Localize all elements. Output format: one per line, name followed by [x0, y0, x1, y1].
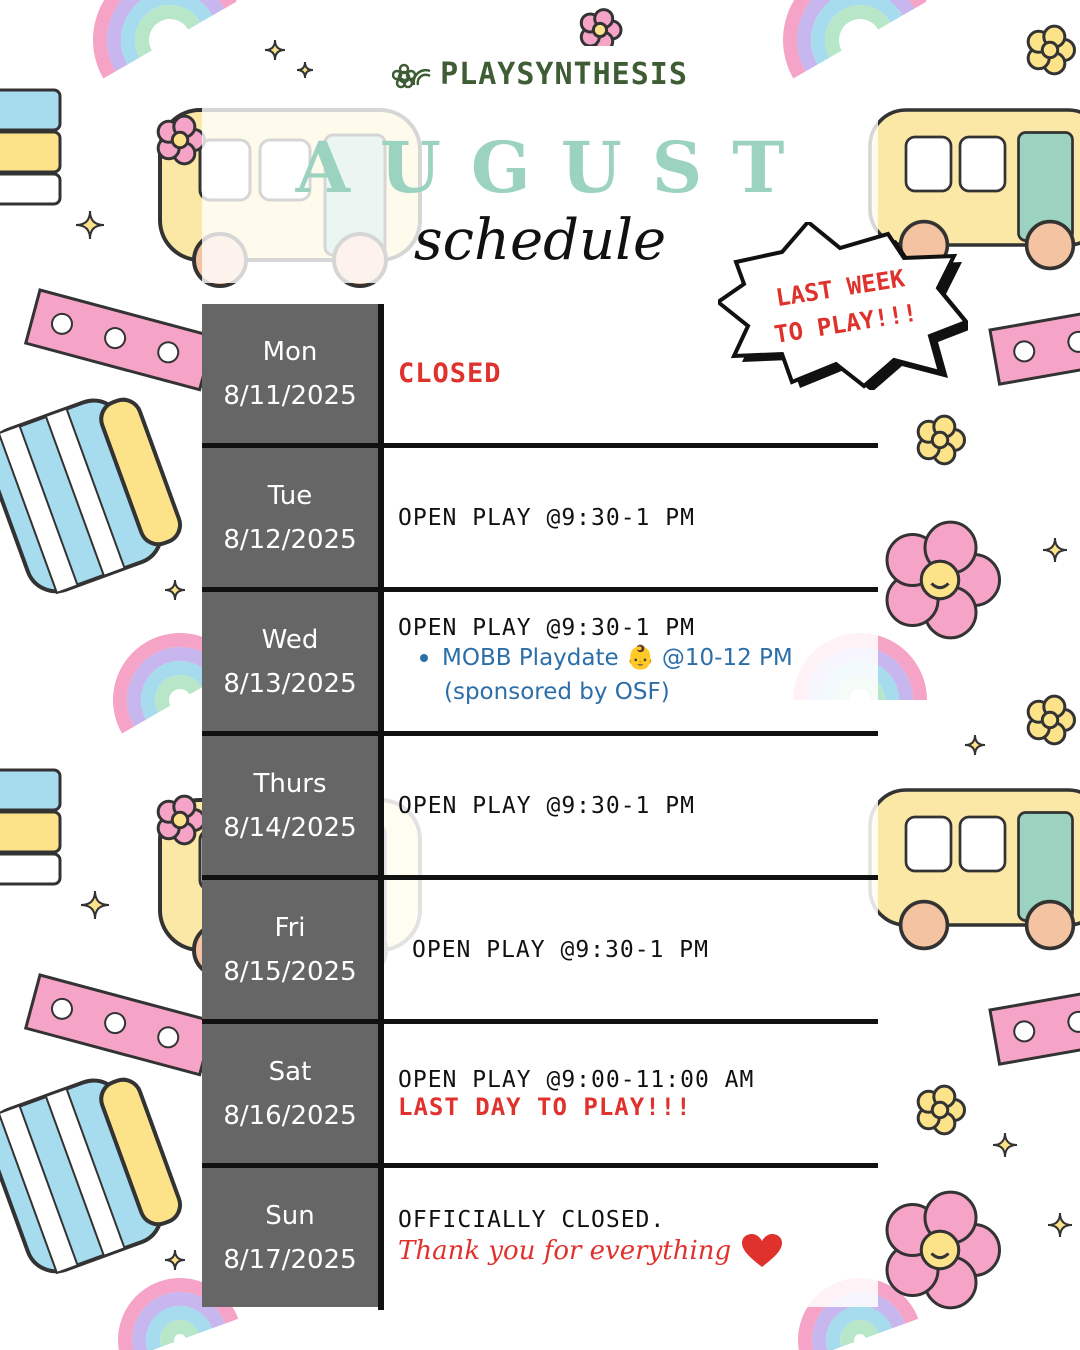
day-date: 8/12/2025 — [223, 524, 357, 555]
brand-name: PLAYSYNTHESIS — [440, 56, 688, 92]
rainbow-star-icon — [764, 0, 920, 75]
sparkle-icon — [965, 735, 985, 755]
day-cell — [202, 736, 378, 875]
flower-center — [593, 23, 606, 36]
brand-pill — [355, 46, 725, 102]
event-text: OFFICIALLY CLOSED. — [398, 1206, 666, 1233]
day-date: 8/17/2025 — [223, 1244, 357, 1275]
day-name: Sat — [268, 1056, 312, 1087]
event-text: OPEN PLAY @9:30-1 PM — [398, 614, 695, 641]
title-month: AUGUST — [295, 126, 815, 209]
flower-center — [1042, 42, 1057, 57]
rainbow-star-icon — [74, 0, 230, 75]
day-date: 8/11/2025 — [223, 380, 357, 411]
school-bus-icon — [870, 790, 1080, 948]
washi-tape-icon — [990, 309, 1080, 384]
flower-center — [932, 1102, 947, 1117]
detail-cell — [384, 1024, 878, 1163]
smiley-face-icon — [921, 561, 958, 598]
day-cell — [202, 592, 378, 731]
backpack-icon — [0, 385, 188, 599]
day-date: 8/16/2025 — [223, 1100, 357, 1131]
day-cell — [202, 304, 378, 443]
washi-tape-icon — [26, 290, 214, 390]
flower-center — [172, 132, 187, 147]
schedule-row — [202, 448, 878, 587]
detail-cell — [384, 592, 878, 731]
day-name: Thurs — [253, 768, 327, 799]
day-name: Sun — [265, 1200, 315, 1231]
bullet-dot — [420, 654, 428, 662]
event-text: OPEN PLAY @9:30-1 PM — [398, 504, 695, 531]
flower-center — [1042, 712, 1057, 727]
thank-you-line — [398, 1233, 878, 1269]
day-name: Tue — [267, 480, 313, 511]
sparkle-icon — [993, 1133, 1017, 1157]
day-date: 8/15/2025 — [223, 956, 357, 987]
day-cell — [202, 1168, 378, 1307]
flower-center — [932, 432, 947, 447]
day-date: 8/14/2025 — [223, 812, 357, 843]
rainbow-flower-icon — [392, 59, 432, 89]
washi-tape-icon — [990, 989, 1080, 1064]
sponsor-note: (sponsored by OSF) — [444, 678, 670, 705]
sparkle-icon — [81, 891, 109, 919]
backpack-icon — [0, 1065, 188, 1279]
bullet-item — [398, 641, 878, 675]
bullet-text: MOBB Playdate 👶 @10-12 PM — [442, 644, 793, 671]
detail-cell — [384, 448, 878, 587]
detail-cell — [384, 1168, 878, 1307]
schedule-row — [202, 880, 878, 1019]
sparkle-icon — [1048, 1213, 1072, 1237]
sparkle-icon — [76, 211, 104, 239]
schedule-row — [202, 1168, 878, 1307]
detail-cell — [384, 880, 878, 1019]
smiley-face-icon — [921, 1231, 958, 1268]
day-cell — [202, 448, 378, 587]
washi-tape-icon — [26, 975, 214, 1075]
books-stack-icon — [0, 90, 60, 204]
thank-you-text: Thank you for everything — [398, 1235, 732, 1266]
badge-line-2: TO PLAY!!! — [772, 298, 920, 349]
day-name: Wed — [261, 624, 319, 655]
schedule-row — [202, 1024, 878, 1163]
badge-line-1: LAST WEEK — [773, 264, 907, 313]
event-text: OPEN PLAY @9:30-1 PM — [398, 792, 695, 819]
alert-text: LAST DAY TO PLAY!!! — [398, 1092, 692, 1121]
last-week-badge — [718, 222, 968, 390]
sparkle-icon — [165, 580, 185, 600]
detail-cell — [384, 736, 878, 875]
day-cell — [202, 1024, 378, 1163]
sparkle-icon — [297, 62, 313, 78]
sparkle-icon — [165, 1250, 185, 1270]
schedule-row — [202, 592, 878, 731]
alert-text: CLOSED — [398, 358, 502, 389]
title-subtitle: schedule — [413, 208, 667, 273]
books-stack-icon — [0, 770, 60, 884]
sparkle-icon — [265, 40, 285, 60]
day-name: Fri — [274, 912, 306, 943]
day-date: 8/13/2025 — [223, 668, 357, 699]
flower-center — [172, 812, 187, 827]
day-name: Mon — [262, 336, 318, 367]
schedule-table — [202, 304, 878, 1302]
event-text: OPEN PLAY @9:30-1 PM — [412, 936, 709, 963]
sparkle-icon — [1043, 538, 1067, 562]
schedule-row — [202, 736, 878, 875]
heart-icon — [741, 1233, 783, 1269]
event-text: OPEN PLAY @9:00-11:00 AM — [398, 1066, 755, 1093]
day-cell — [202, 880, 378, 1019]
